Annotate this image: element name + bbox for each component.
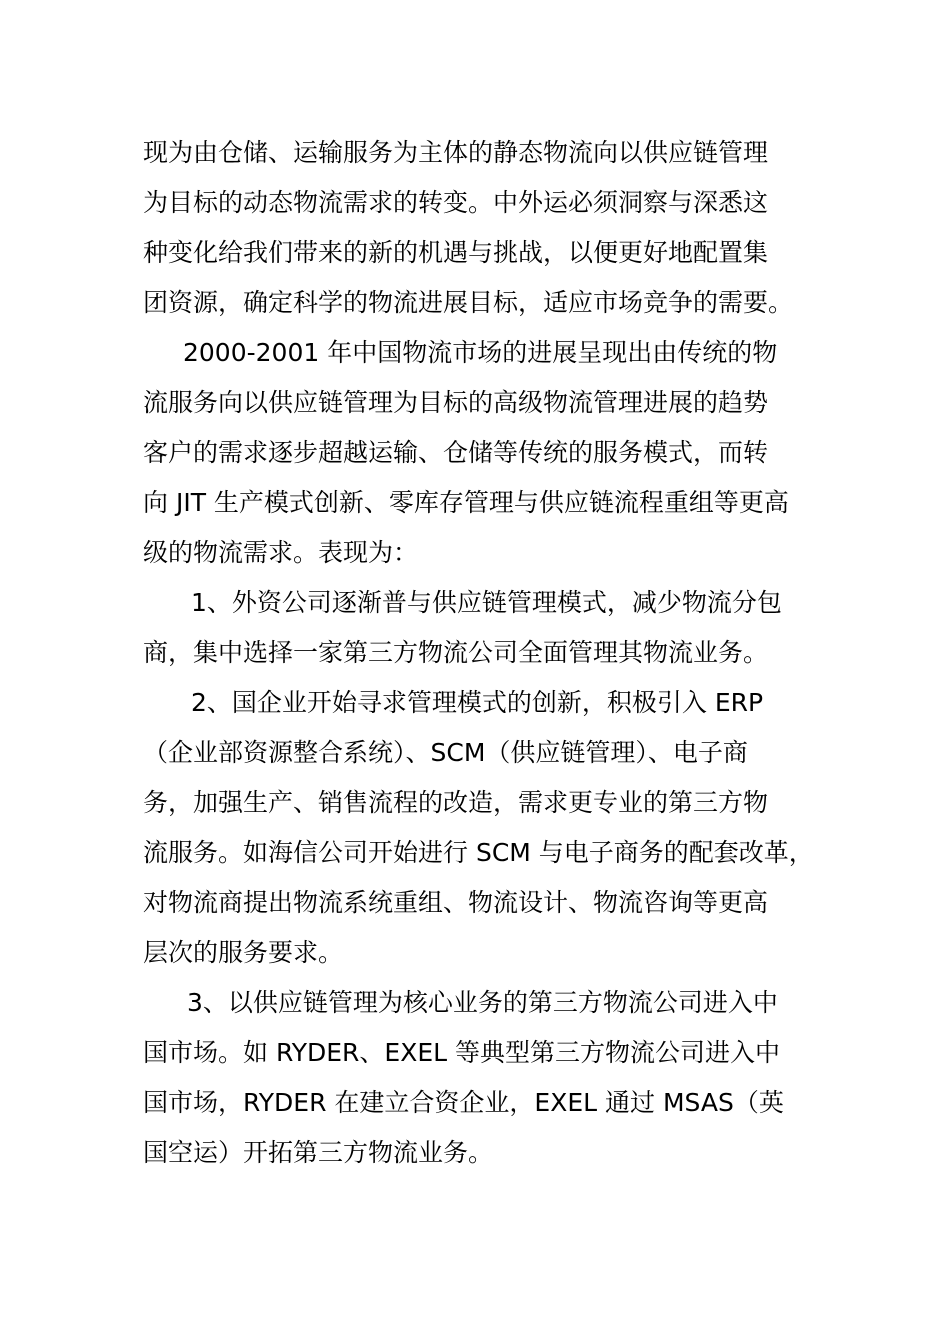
text-line: 务，加强生产、销售流程的改造，需求更专业的第三方物 [143,788,769,817]
list-item-1 [143,578,823,678]
text-line: 2、国企业开始寻求管理模式的创新，积极引入 ERP [191,688,764,717]
text-line: 商，集中选择一家第三方物流公司全面管理其物流业务。 [143,638,769,667]
text-line: 国空运）开拓第三方物流业务。 [143,1138,494,1167]
list-item-3 [143,978,823,1178]
text-line: 级的物流需求。表现为： [143,538,419,567]
text-line: 国市场，RYDER 在建立合资企业，EXEL 通过 MSAS（英 [143,1088,784,1117]
list-item-2 [143,678,823,978]
text-line: 现为由仓储、运输服务为主体的静态物流向以供应链管理 [143,138,769,167]
text-line: 层次的服务要求。 [143,938,344,967]
text-line: 流服务向以供应链管理为目标的高级物流管理进展的趋势 [143,388,769,417]
paragraph-market-trend [143,328,823,578]
text-line: 1、外资公司逐渐普与供应链管理模式，减少物流分包 [191,588,782,617]
text-line: 2000-2001 年中国物流市场的进展呈现出由传统的物 [183,338,778,367]
text-line: 向 JIT 生产模式创新、零库存管理与供应链流程重组等更高 [143,488,789,517]
text-line: 国市场。如 RYDER、EXEL 等典型第三方物流公司进入中 [143,1038,781,1067]
text-line: 种变化给我们带来的新的机遇与挑战，以便更好地配置集 [143,238,769,267]
text-line: 流服务。如海信公司开始进行 SCM 与电子商务的配套改革， [143,838,814,867]
document-page [143,128,823,1178]
text-line: 客户的需求逐步超越运输、仓储等传统的服务模式，而转 [143,438,769,467]
text-line: 3、以供应链管理为核心业务的第三方物流公司进入中 [187,988,778,1017]
text-line: 为目标的动态物流需求的转变。中外运必须洞察与深悉这 [143,188,769,217]
paragraph-continuation [143,128,823,328]
text-line: 团资源，确定科学的物流进展目标，适应市场竞争的需要。 [143,288,794,317]
text-line: 对物流商提出物流系统重组、物流设计、物流咨询等更高 [143,888,769,917]
text-line: （企业部资源整合系统）、SCM（供应链管理）、电子商 [143,738,748,767]
